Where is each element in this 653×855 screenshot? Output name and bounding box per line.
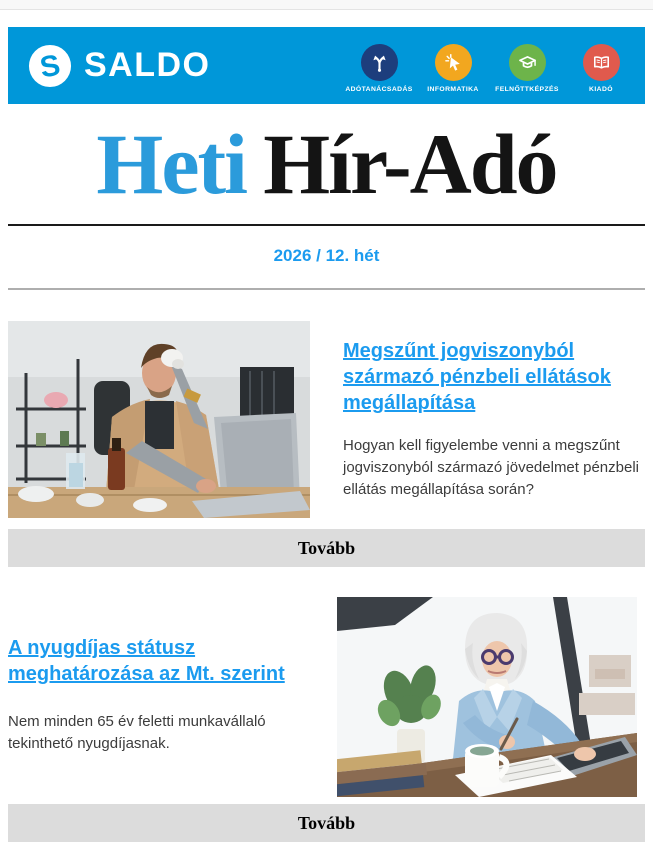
open-book-icon [583, 44, 620, 81]
division-adotanacsadas[interactable] [345, 44, 413, 93]
article-2-text [8, 597, 333, 797]
article-1-summary: Hogyan kell figyelembe venni a megszűnt jogviszonyból származó jövedelmet pénzbeli ellátás megállapítása során? [343, 437, 639, 498]
article-1-text [343, 321, 645, 518]
article-1-image[interactable] [8, 321, 310, 518]
masthead-title-heti: Heti [96, 116, 247, 212]
division-label: FELNŐTTKÉPZÉS [495, 86, 559, 93]
article-1-title-link[interactable]: Megszűnt jogviszonyból származó pénzbeli ellátások megállapítása [343, 340, 611, 414]
article-1-tovabb-button[interactable]: Tovább [8, 529, 645, 567]
brand-header [8, 27, 645, 104]
division-label: ADÓTANÁCSADÁS [345, 86, 413, 93]
division-informatika[interactable] [423, 44, 483, 93]
article-1 [8, 321, 645, 518]
article-2-image[interactable] [337, 597, 637, 797]
division-label: KIADÓ [589, 86, 613, 93]
svg-text:S: S [37, 48, 63, 85]
branch-arrows-icon [361, 44, 398, 81]
week-divider [8, 288, 645, 290]
top-strip [0, 0, 653, 10]
masthead-title-hirado: Hír-Adó [263, 116, 557, 212]
issue-week-label: 2026 / 12. hét [273, 246, 380, 265]
masthead-title [0, 104, 653, 224]
graduation-cap-icon [509, 44, 546, 81]
article-2 [8, 597, 645, 797]
saldo-logo[interactable] [28, 44, 211, 88]
article-2-tovabb-button[interactable]: Tovább [8, 804, 645, 842]
article-2-title-link[interactable]: A nyugdíjas státusz meghatározása az Mt. szerint [8, 637, 285, 685]
brand-name: SALDO [84, 46, 211, 84]
division-kiado[interactable] [571, 44, 631, 93]
division-links [345, 38, 631, 93]
division-label: INFORMATIKA [427, 86, 479, 93]
masthead-divider [8, 224, 645, 226]
saldo-logo-icon [28, 44, 72, 88]
cursor-click-icon [435, 44, 472, 81]
article-2-summary: Nem minden 65 év feletti munkavállaló tekinthető nyugdíjasnak. [8, 713, 266, 752]
division-felnottkepzes[interactable] [497, 44, 557, 93]
